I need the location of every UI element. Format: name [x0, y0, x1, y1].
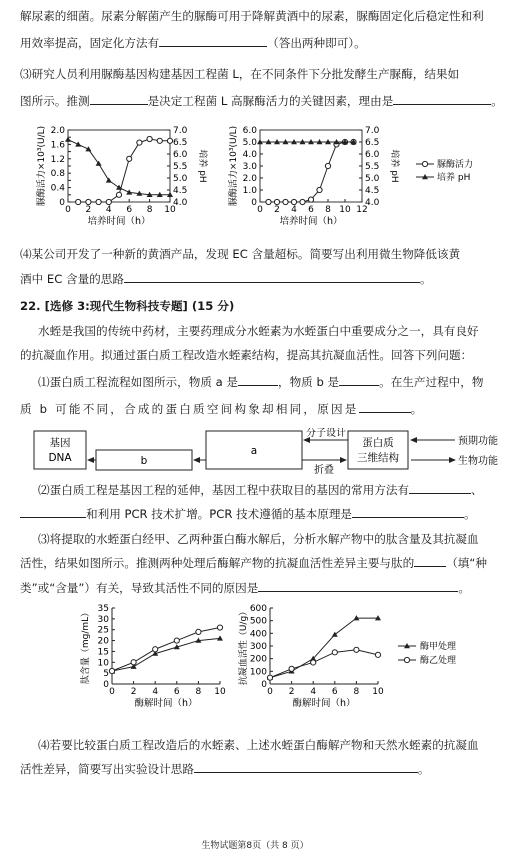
- y-axis-label: 肽含量（mg/mL）: [81, 607, 91, 685]
- x-tick-label: 0: [109, 687, 115, 697]
- data-point: [308, 197, 313, 202]
- text-line: 活性，结果如图所示。推测两种处理后酶解产物的抗凝血活性差异主要与肽的 （填“种: [20, 556, 487, 570]
- text-line: 活性差异，简要写出实验设计思路 。: [20, 762, 430, 776]
- y-tick-label: 200: [249, 654, 267, 665]
- series-line: [112, 638, 220, 671]
- urease-ph-chart-2: [220, 118, 505, 230]
- data-point: [404, 657, 409, 662]
- text-line: 解尿素的细菌。尿素分解菌产生的脲酶可用于降解黄酒中的尿素，脲酶固定化后稳定性和利: [20, 9, 484, 23]
- y-tick-label: 6.0: [242, 126, 257, 136]
- y2-tick-label: 7.0: [173, 126, 188, 136]
- data-point: [106, 199, 111, 204]
- y-tick-label: 20: [97, 636, 109, 647]
- x-tick-label: 6: [331, 687, 338, 697]
- legend-label: 酶乙处理: [420, 656, 457, 666]
- data-point: [116, 192, 121, 197]
- page-footer: 生物试题第8页（共 8 页）: [201, 841, 309, 851]
- y-axis-label: 脲酶活力×10³(U/L): [229, 125, 239, 207]
- data-point: [85, 146, 91, 151]
- series-line: [112, 628, 220, 671]
- text-line: ⑷某公司开发了一种新的黄酒产品，发现 EC 含量超标。简要写出利用微生物降低该黄: [20, 247, 461, 261]
- x-tick-label: 0: [65, 205, 71, 215]
- folding-label: 折叠: [314, 465, 334, 474]
- x-tick-label: 2: [274, 205, 280, 215]
- y-tick-label: 0: [251, 198, 257, 208]
- y2-tick-label: 6.5: [173, 138, 188, 148]
- data-point: [217, 625, 222, 630]
- text-line: ⑴蛋白质工程流程如图所示，物质 a 是 ，物质 b 是 。在生产过程中，物: [38, 375, 484, 389]
- a-label: a: [250, 445, 258, 457]
- data-point: [291, 199, 296, 204]
- y2-tick-label: 6.0: [173, 150, 188, 160]
- text-line: ⑵蛋白质工程是基因工程的延伸，基因工程中获取目的基因的常用方法有 、: [38, 483, 483, 497]
- y2-tick-label: 6.0: [365, 150, 380, 160]
- data-point: [332, 650, 337, 655]
- y-tick-label: 4.0: [242, 150, 257, 160]
- y-tick-label: 10: [97, 658, 109, 669]
- y2-axis-label: 培养 pH: [389, 149, 399, 183]
- y-tick-label: 5: [103, 669, 109, 680]
- text-line: 和利用 PCR 技术扩增。PCR 技术遵循的基本原理是 。: [20, 506, 498, 522]
- data-point: [311, 660, 316, 665]
- x-tick-label: 10: [164, 205, 176, 215]
- x-tick-label: 2: [85, 205, 92, 215]
- y-tick-label: 400: [249, 629, 267, 640]
- y2-tick-label: 7.0: [365, 126, 380, 136]
- question-22-heading: 22. [选修 3:现代生物科技专题] (15 分): [20, 299, 235, 313]
- data-point: [167, 138, 172, 143]
- data-point: [76, 199, 81, 204]
- data-point: [96, 199, 101, 204]
- y2-tick-label: 5.5: [173, 162, 188, 172]
- data-point: [126, 189, 132, 194]
- y2-tick-label: 5.5: [365, 162, 380, 172]
- y-tick-label: 30: [97, 614, 109, 625]
- series-line: [270, 618, 378, 678]
- y2-tick-label: 4.0: [173, 198, 188, 208]
- data-point: [422, 161, 427, 166]
- legend-label: 酶甲处理: [420, 642, 457, 652]
- y-tick-label: 0: [103, 680, 109, 690]
- y2-tick-label: 5.0: [365, 174, 380, 184]
- x-axis-label: 培养时间（h）: [279, 216, 343, 227]
- y2-tick-label: 4.5: [365, 186, 380, 196]
- x-tick-label: 4: [105, 205, 112, 215]
- expected-function-label: 预期功能: [458, 436, 498, 447]
- x-tick-label: 12: [356, 205, 368, 215]
- text-line: 图所示。推测 是决定工程菌 L 高脲酶活力的关键因素，理由是 。: [20, 94, 503, 108]
- y-tick-label: 35: [97, 604, 109, 614]
- text-line: 酒中 EC 含量的思路 。: [20, 272, 432, 286]
- x-tick-label: 4: [310, 687, 317, 697]
- y-tick-label: 0: [261, 680, 267, 690]
- x-tick-label: 6: [126, 205, 133, 215]
- data-point: [289, 666, 294, 671]
- x-tick-label: 8: [195, 687, 202, 697]
- text-line: 的抗凝血作用。拟通过蛋白质工程改造水蛭素结构，提高其抗凝血活性。回答下列问题：: [20, 348, 473, 362]
- data-point: [86, 199, 91, 204]
- text-line: 质 b 可能不同，合成的蛋白质空间构象却相同，原因是 。: [20, 402, 425, 416]
- x-tick-label: 10: [214, 687, 226, 697]
- x-tick-label: 8: [325, 205, 331, 215]
- data-point: [300, 199, 305, 204]
- y-tick-label: 0.8: [50, 169, 65, 180]
- y-tick-label: 1.2: [50, 154, 65, 165]
- dna-label: DNA: [48, 452, 72, 464]
- y-tick-label: 600: [249, 604, 267, 614]
- text-line: 用效率提高，固定化方法有 （答出两种即可）。: [20, 36, 366, 50]
- x-tick-label: 4: [291, 205, 297, 215]
- data-point: [147, 136, 152, 141]
- b-label: b: [140, 455, 148, 467]
- y-tick-label: 1.6: [50, 140, 65, 151]
- x-tick-label: 8: [146, 205, 153, 215]
- data-point: [131, 660, 136, 665]
- legend-label: 脲酶活力: [437, 160, 474, 170]
- text-line: ⑶将提取的水蛭蛋白经甲、乙两种蛋白酶水解后，分析水解产物中的肽含量及其抗凝血: [38, 532, 479, 546]
- anticoagulant-activity-chart: [238, 600, 488, 718]
- molecular-design-label: 分子设计: [306, 428, 346, 439]
- legend-label: 培养 pH: [437, 173, 471, 183]
- series-line: [269, 142, 354, 202]
- gene-label: 基因: [49, 437, 71, 449]
- text-line: ⑶研究人员利用脲酶基因构建基因工程菌 L，在不同条件下分批发酵生产脲酶，结果如: [20, 67, 460, 81]
- series-line: [78, 139, 170, 202]
- x-tick-label: 2: [288, 687, 295, 697]
- x-tick-label: 6: [173, 687, 180, 697]
- series-line: [270, 650, 378, 678]
- y-tick-label: 100: [249, 667, 267, 678]
- x-tick-label: 10: [339, 205, 351, 215]
- x-axis-label: 酶解时间（h）: [134, 698, 198, 709]
- data-point: [137, 140, 142, 145]
- data-point: [267, 675, 272, 680]
- y-tick-label: 500: [249, 616, 267, 627]
- structure-label: 三维结构: [357, 452, 399, 464]
- peptide-content-chart: [80, 600, 240, 718]
- y-tick-label: 2.0: [50, 126, 65, 136]
- data-point: [127, 156, 132, 161]
- x-axis-label: 培养时间（h）: [87, 216, 151, 227]
- data-point: [106, 177, 112, 182]
- data-point: [317, 187, 322, 192]
- x-tick-label: 6: [308, 205, 314, 215]
- data-point: [174, 638, 179, 643]
- y-tick-label: 5.0: [242, 138, 257, 148]
- data-point: [217, 635, 223, 640]
- data-point: [196, 629, 201, 634]
- data-point: [283, 199, 288, 204]
- data-point: [109, 668, 114, 673]
- y2-tick-label: 6.5: [365, 138, 380, 148]
- y-tick-label: 1.0: [242, 186, 257, 196]
- protein-label: 蛋白质: [362, 437, 394, 449]
- data-point: [375, 652, 380, 657]
- x-tick-label: 0: [257, 205, 263, 215]
- y2-axis-label: 培养 pH: [197, 149, 207, 183]
- y-tick-label: 300: [249, 642, 267, 652]
- x-tick-label: 4: [152, 687, 159, 697]
- x-tick-label: 8: [353, 687, 360, 697]
- y2-tick-label: 4.0: [365, 198, 380, 208]
- text-line: ⑷若要比较蛋白质工程改造后的水蛭素、上述水蛭蛋白酶解产物和天然水蛭素的抗凝血: [38, 738, 479, 752]
- x-tick-label: 0: [267, 687, 273, 697]
- y-tick-label: 15: [97, 647, 109, 658]
- data-point: [354, 647, 359, 652]
- y-tick-label: 25: [97, 625, 109, 636]
- y2-tick-label: 5.0: [173, 174, 188, 184]
- data-point: [274, 199, 279, 204]
- y-tick-label: 0: [59, 198, 65, 208]
- data-point: [75, 141, 81, 146]
- y2-tick-label: 4.5: [173, 186, 188, 196]
- protein-engineering-flow-diagram: [30, 428, 500, 474]
- y-tick-label: 2.0: [242, 174, 257, 184]
- y-axis-label: 脲酶活力×10³(U/L): [37, 125, 47, 207]
- x-axis-label: 酶解时间（h）: [292, 698, 356, 709]
- data-point: [157, 138, 162, 143]
- y-tick-label: 0.4: [50, 183, 65, 194]
- plot-frame: [68, 130, 170, 202]
- x-tick-label: 10: [372, 687, 384, 697]
- data-point: [266, 199, 271, 204]
- data-point: [325, 163, 330, 168]
- urease-ph-chart-1: [30, 118, 230, 230]
- y-axis-label: 抗凝血活性（U/g）: [239, 606, 249, 686]
- x-tick-label: 2: [130, 687, 137, 697]
- y-tick-label: 3.0: [242, 162, 257, 172]
- text-line: 类”或“含量”）有关，导致其活性不同的原因是 。: [20, 581, 470, 595]
- biological-function-label: 生物功能: [458, 456, 498, 467]
- text-line: 水蛭是我国的传统中药材，主要药理成分水蛭素为水蛭蛋白中重要成分之一，具有良好: [38, 324, 479, 338]
- data-point: [153, 647, 158, 652]
